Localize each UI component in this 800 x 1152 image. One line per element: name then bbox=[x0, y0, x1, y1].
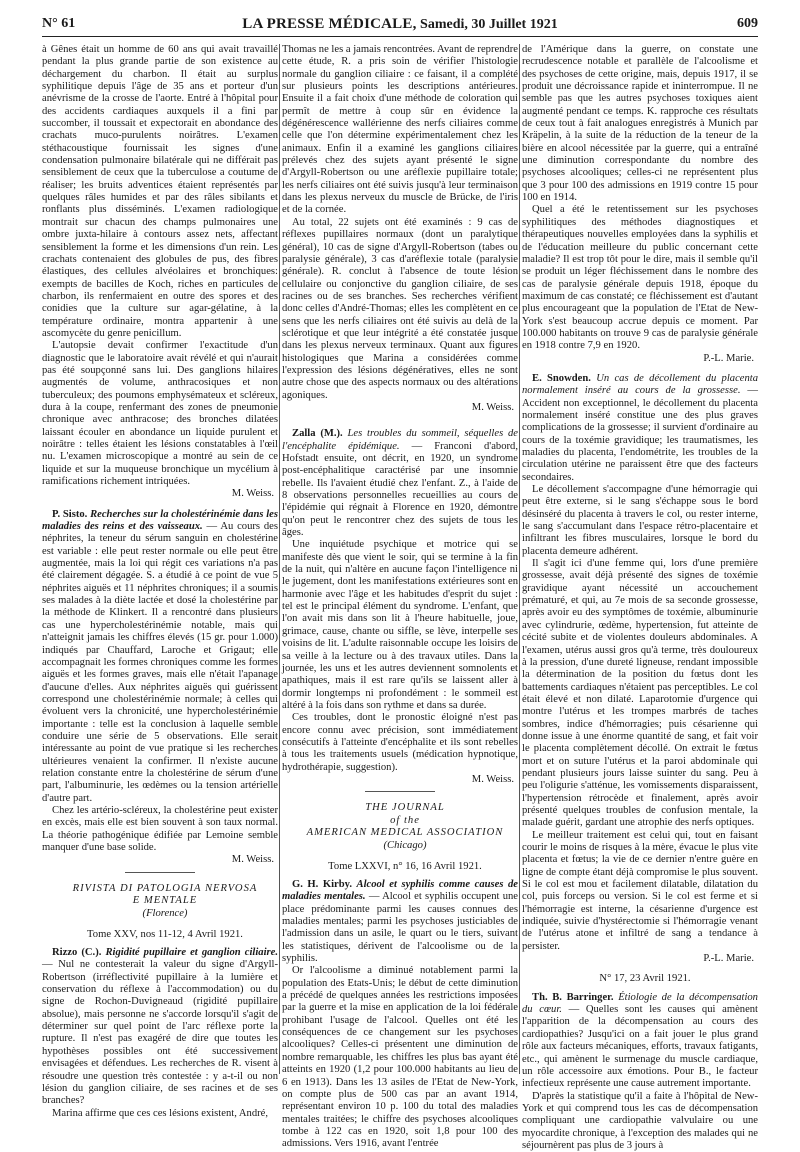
column-right bbox=[522, 44, 759, 1151]
abstract-author: Rizzo (C.). bbox=[52, 947, 102, 959]
paragraph: Il s'agit ici d'une femme qui, lors d'une première grossesse, avait déjà présenté des signes de toxémie gravidique ayant nécessité un accouchement prématuré, et qui, au 7e mois de sa seconde grossesse, après avoir eu des symptômes de toxémie, albuminurie avec cylindrurie, œdème, hypertension, fut atteinte de cécité subite et de violentes douleurs abdominales. A l'examen, utérus aussi gros qu'à terme, très douloureux à la pression, d'une dureté ligneuse, rendant impossible la détermination de la position du fœtus dont les battements cardiaques n'étaient pas perceptibles. Le col était élevé et non dilaté. Laparotomie d'urgence qui montre l'utérus et les trompes marbrés de taches sombres, indice d'hémorragies; puis césarienne qui donne issue à une énorme quantité de sang, et fait voir le placenta complètement décollé. On extrait le fœtus mort et on suture l'utérus et la paroi abdominale qui pendant plusieurs jours laisse suinter du sang. Peu à peu l'oligurie s'atténue, les vomissements disparaissent, l'hypertension rétrocède et finalement, après avoir présenté quelques troubles de confusion mentale, la malade guérit, gardant une atrophie des nerfs optiques. bbox=[522, 558, 758, 829]
journal-name: THE JOURNAL bbox=[365, 802, 445, 814]
abstract-author: Zalla (M.). bbox=[292, 428, 343, 440]
abstract-entry bbox=[522, 992, 758, 1091]
author-signature: M. Weiss. bbox=[471, 401, 514, 413]
abstract-entry bbox=[282, 879, 518, 965]
journal-name-line2: of the bbox=[390, 814, 420, 826]
issue-info: N° 17, 23 Avril 1921. bbox=[599, 973, 691, 985]
volume-info: Tome LXXVI, n° 16, 16 Avril 1921. bbox=[328, 860, 482, 872]
paragraph: Le décollement s'accompagne d'une hémorragie qui peut être externe, si le sang s'échappe sous le bord désinséré du placenta à travers le col, ou rester interne, le sang s'accumulant dans l'espace rétro-placentaire et infiltrant les fibres musculaires, lorsque le bord du placenta demeure adhérent. bbox=[522, 484, 758, 557]
journal-name-line3: AMERICAN MEDICAL ASSOCIATION bbox=[306, 826, 504, 838]
paragraph: Ces troubles, dont le pronostic éloigné n'est pas encore connu avec précision, sont immédiatement consécutifs à l'atteinte d'encéphalite et ils sont rebelles à tous les traitements usuels (médication hypnotique, hydrothérapie, suggestion). bbox=[282, 712, 518, 773]
journal-name: RIVISTA DI PATOLOGIA NERVOSA bbox=[72, 882, 258, 894]
abstract-entry bbox=[282, 428, 518, 539]
column-left bbox=[42, 44, 278, 1119]
journal-city: (Chicago) bbox=[383, 840, 427, 852]
abstract-entry bbox=[42, 947, 278, 1107]
section-rule bbox=[125, 872, 195, 873]
paragraph: Une inquiétude psychique et motrice qui se manifeste dès que vient le soir, qui se termine à la fin de la nuit, qui n'altère en aucune façon l'intelligence ni le jugement, dont les manifestations extérieures sont en harmonie avec l'âge et les habitudes d'esprit du sujet : tel est le principal élément du syndrome. L'enfant, que l'on avait mis dans son lit à l'heure habituelle, joue, grimace, cause, chante ou siffle, se lève, interpelle ses voisins de lit. L'adulte raisonnable occupe les loisirs de sa veille à la lecture ou à des travaux utiles. Dans la journée, les uns et les autres deviennent somnolents et apathiques, mais il est rare qu'ils se laissent aller à dormir longtemps ni profondément : le sommeil est altéré à la fois dans son rythme et dans sa durée. bbox=[282, 539, 518, 711]
abstract-author: Th. B. Barringer. bbox=[532, 991, 614, 1003]
abstract-text: — Alcool et syphilis occupent une place prédominante parmi les causes connues des maladies mentales; parmi les psychoses justiciables de l'admission dans un asile, le quart ou le tiers, suivant les statistiques, dérivent de l'alcoolisme ou de la syphilis. bbox=[282, 891, 519, 965]
paragraph: Le meilleur traitement est celui qui, tout en faisant courir le moins de risques à la mère, évacue le plus vite placenta et fœtus; la vie de ce dernier n'entre guère en ligne de compte étant déjà compromise le plus souvent. Si le col est mou et facilement dilatable, dilatation du col, puis forceps ou version. Si le col est ferme et si l'hémorragie est interne, la césarienne d'urgence est indiquée, suivie d'hystérectomie si l'hémorragie venant de l'utérus atone et infiltré de sang a tendance à persister. bbox=[522, 829, 758, 952]
paragraph: Quel a été le retentissement sur les psychoses syphilitiques des méthodes diagnostiques et thérapeutiques nouvelles employées dans la syphilis et de l'éducation meilleure du public concernant cette maladie? Il est trop tôt pour le dire, mais il semble qu'il se produit un léger fléchissement dans le nombre des cas de paralysie générale depuis 1918, époque du maximum de cas constaté; ce fléchissement est d'autant plus encourageant que la population de l'Etat de New-York s'est beaucoup accrue depuis ce moment. Par 100.000 habitants on trouve 9 cas de paralysie générale en 1918 contre 7,9 en 1920. bbox=[522, 204, 758, 352]
author-signature: P.-L. Marie. bbox=[703, 352, 754, 364]
abstract-entry bbox=[522, 373, 758, 484]
author-signature: M. Weiss. bbox=[471, 773, 514, 785]
abstract-entry bbox=[42, 509, 278, 805]
abstract-title: Recherches sur la cholestérinémie dans les maladies des reins et des vaisseaux. bbox=[42, 508, 278, 533]
paragraph: Marina affirme que ces ces lésions existent, André, bbox=[52, 1107, 269, 1119]
abstract-title: Alcool et syphilis comme causes de maladies mentales. bbox=[282, 879, 518, 903]
abstract-title: Étiologie de la décompensation du cœur. bbox=[522, 991, 758, 1016]
section-rule bbox=[365, 791, 435, 792]
column-divider bbox=[519, 44, 520, 1074]
journal-city: (Florence) bbox=[142, 908, 188, 920]
abstract-text: — Nul ne contesterait la valeur du signe d'Argyll-Robertson (irréflectivité pupillaire à la lumière et conservation du réflexe à l'accommodation) ou du signe de Rochon-Duvigneaud (rigidité pupillaire absolue), mais personne ne s'accorde lorsqu'il s'agit de déterminer sur quel point de l'arc réflexe porte la rupture. Il n'est pas exagéré de dire que toutes les hypothèses possibles ont été successivement envisagées et défendues. Les recherches de R. visent à résoudre une question très contestée : y a-t-il ou non lésion du ganglion ciliaire, de ses racines et de ses branches? bbox=[42, 959, 278, 1107]
abstract-text: — Franconi d'abord, Hofstadt ensuite, ont décrit, en 1920, un syndrome post-encéphalitique caractérisé par une insomnie rebelle. Ils l'avaient étudié chez l'enfant. Z., à l'aide de 8 observations personnelles recueillies au cours de l'épidémie qui régnait à Florence en 1920, démontre qu'on peut le rencontrer chez des sujets de tous les âges. bbox=[282, 440, 518, 539]
author-signature: P.-L. Marie. bbox=[703, 953, 754, 965]
paragraph: de l'Amérique dans la guerre, on constate une recrudescence notable et parallèle de l'alcoolisme et des psychoses de cette origine, mais, depuis 1917, il se produit une décroissance rapide et ininterrompue. Il ne semble pas que les autres psychoses toxiques aient augmenté pendant ce temps. K. rapproche ces résultats de ceux tout à fait analogues enregistrés à Munich par Kräpelin, à la suite de la réduction de la teneur de la bière en alcool nécessitée par la guerre, qui a entraîné une diminution correspondante du nombre des psychoses alcooliques; celles-ci ne représentent plus que 3 pour 100 des admissions en 1919 contre 15 pour 100 en 1914. bbox=[522, 44, 758, 204]
abstract-title: Un cas de décollement du placenta normalement inséré au cours de la grossesse. bbox=[522, 372, 759, 397]
volume-info: Tome XXV, nos 11-12, 4 Avril 1921. bbox=[87, 928, 243, 940]
paragraph: à Gênes était un homme de 60 ans qui avait travaillé pendant la plus grande partie de son existence au déchargement du charbon. Il était au surplus syphilitique depuis l'âge de 35 ans et porteur d'un anévrisme de la crosse de l'aorte. Entré à l'hôpital pour des accidents cardiaques auxquels il a fini par succomber, il toussait et expectorait en abondance des crachats muco-purulents noirâtres. L'examen stéthacoustique fournissait les signes d'une condensation pulmonaire bilatérale qui ne différait pas sensiblement de ceux que la tuberculose a coutume de réaliser; les bruits adventices étaient représentés par quelques râles humides et par des râles sibilants et ronflants plus disséminés. L'examen radiologique montrait sur chacun des champs pulmonaires une ombre juxta-hilaire à contours assez nets, affectant sensiblement la forme et les dimensions d'un rein. Les crachats contenaient des globules de pus, des fibres élastiques, des cellules alvéolaires et bronchiques: exempts de bacilles de Koch, riches en particules de charbon, ils renfermaient en outre des spores et des conidies que la culture sur agar-gélatine, à la température ordinaire, montra appartenir à une ascomycète du genre penicillum. bbox=[42, 44, 278, 339]
issue-date: Samedi, 30 Juillet 1921 bbox=[420, 17, 558, 32]
column-middle bbox=[282, 44, 519, 1150]
paragraph: Au total, 22 sujets ont été examinés : 9 cas de réflexes pupillaires normaux (dont un paralytique général), 10 cas de signe d'Argyll-Robertson (tabes ou paralysie générale), 3 cas d'aréflexie totale (paralysie générale). R. conclut à l'absence de toute lésion cellulaire ou conjonctive du ganglion ciliaire, de ses racines ou de ses branches. Ses recherches vérifient donc celles d'André-Thomas; elles les complètent en ce sens que les nerfs ciliaires ont été suivis au delà de la sclérotique et que leur intégrité a été constatée jusque dans les plexus nerveux terminaux. Quant aux figures histologiques que Marina a considérées comme l'expression des lésions dégénératives, elles ne sont autre chose que des aspects normaux ou des altérations agoniques. bbox=[282, 216, 518, 401]
abstract-title: Rigidité pupillaire et ganglion ciliaire. bbox=[105, 947, 278, 959]
abstract-text: — Quelles sont les causes qui amènent l'apparition de la décompensation au cours des cardiopathies? Jusqu'ici on a fait jouer le plus grand rôle aux facteurs mécaniques, efforts, travaux fatigants, etc., qui amènent le surmenage du muscle cardiaque, un rôle accessoire aux émotions. Pour B., le facteur infectieux représente une cause autrement importante. bbox=[522, 1004, 759, 1090]
running-title bbox=[42, 16, 758, 33]
publication-name: LA PRESSE MÉDICALE, bbox=[242, 16, 417, 32]
journal-name-line2: E MENTALE bbox=[132, 895, 198, 907]
author-signature: M. Weiss. bbox=[231, 488, 274, 500]
paragraph: L'autopsie devait confirmer l'exactitude d'un diagnostic que le laboratoire avait révélé et qui n'aurait pas été soupçonné sans lui. Des ganglions hilaires augmentés de volume, anthracosiques et non tuberculeux; des poumons emphysémateux et scléreux, dura à la coupe, renfermant des zones de pneumonie chronique avec anthracose; des bronches dilatées laissant écouler en abondance un liquide purulent et noirâtre : telles étaient les lésions constatables à l'œil nu. L'examen microscopique a montré au sein de ce liquide et sur la muqueuse bronchique un mycélium à ramifications richement intriquées. bbox=[42, 340, 278, 488]
paragraph: Chez les artério-scléreux, la cholestérine peut exister en excès, mais elle est bien souvent à son taux normal. La théorie pathogénique édifiée par Lemoine semble manquer d'une base solide. bbox=[42, 804, 278, 853]
author-signature: M. Weiss. bbox=[231, 854, 274, 866]
abstract-text: — Au cours des néphrites, la teneur du sérum sanguin en cholestérine est variable : elle peut rester normale ou elle peut être augmentée, mais la loi qui régit ces variations n'a pas été clairement dégagée. S. a étudié à ce point de vue 5 néphrites aiguës et 11 néphrites chroniques; il a soumis ses malades à la diète lactée et dosé la cholestérine par la méthode de Klinkert. Il a rencontré dans plusieurs cas une hypercholestérinémie notable, mais qui n'atteignit jamais les chiffres élevés (15 gr. pour 1.000) indiqués par Chauffard, Laroche et Grigaut; elle accompagnait les formes chroniques comme les formes aiguës et les formes graves, mais elle n'était l'apanage d'aucune d'elles. Aux néphrites aiguës qui guérissent correspond une cholestérinémie normale; à celles qui évoluent vers la chronicité, une hypercholestérinémie importante : telle est la conclusion à laquelle semble conduire une série de 5 observations. Elle serait intéressante au point de vue pratique si les recherches ultérieures venaient la confirmer. Il n'existe aucune relation constante entre la cholestérine de sérum d'une part, l'albuminurie, les œdèmes ou la tension artérielle d'autre part. bbox=[42, 521, 278, 804]
abstract-title: Les troubles du sommeil, séquelles de l'encéphalite épidémique. bbox=[282, 428, 519, 452]
column-divider bbox=[279, 44, 280, 1074]
abstract-author: P. Sisto. bbox=[52, 508, 88, 520]
abstract-author: G. H. Kirby. bbox=[292, 879, 352, 890]
paragraph: Thomas ne les a jamais rencontrées. Avant de reprendre cette étude, R. a pris soin de vérifier l'histologie normale du ganglion ciliaire : ce faisant, il a complété sur plusieurs points les descriptions antérieures. Ensuite il a fait choix d'une méthode de coloration qui permît de mettre à coup sûr en évidence la dégénérescence wallérienne des nerfs ciliaires comme celle que l'on détermine expérimentalement chez les animaux. Enfin il a examiné les ganglions ciliaires prélevés chez des sujets ayant présenté le signe d'Argyll-Robertson ou une aréflexie pupillaire totale; les nerfs ciliaires ont été suivis jusqu'à leur terminaison dans les plexus nerveux du muscle de Brücke, de l'iris et de la cornée. bbox=[282, 44, 519, 216]
page-number: 609 bbox=[737, 16, 758, 31]
abstract-text: — Accident non exceptionnel, le décollement du placenta normalement inséré constitue une des plus graves complications de la grossesse; il survient d'ordinaire au cours de la toxémie gravidique; les traumatismes, les maladies du placenta, l'endométrite, les troubles de la circulation utérine ne paraissent être que des facteurs secondaires. bbox=[522, 385, 758, 483]
paragraph: Or l'alcoolisme a diminué notablement parmi la population des Etats-Unis; le début de cette diminution a précédé de quelques années les restrictions imposées par la guerre et la mise en application de la loi fédérale prohibant l'usage de l'alcool. Quelles ont été les conséquences de ce changement sur les psychoses alcooliques? Celles-ci présentent une diminution de nombre remarquable, les chiffres les plus bas ayant été atteints en 1920 (1,2 pour 100.000 habitants au lieu de 6 en 1913). Dans les 13 asiles de l'Etat de New-York, on compte plus de 500 cas par an avant 1914, représentant environ 10 p. 100 du total des maladies mentales traitées; le chiffre des psychoses alcooliques tombe à 122 cas en 1920, soit 1,8 pour 100 des admissions. Vers 1916, avant l'entrée bbox=[282, 965, 518, 1150]
abstract-author: E. Snowden. bbox=[532, 372, 591, 384]
page-header bbox=[42, 12, 758, 37]
paragraph: D'après la statistique qu'il a faite à l'hôpital de New-York et qui comprend tous les cas de décompensation compliquant une cardiopathie valvulaire ou une myocardite chronique, à l'exception des malades qui ne séjournèrent pas plus de 3 jours à bbox=[522, 1090, 758, 1151]
issue-number: N° 61 bbox=[42, 16, 76, 31]
